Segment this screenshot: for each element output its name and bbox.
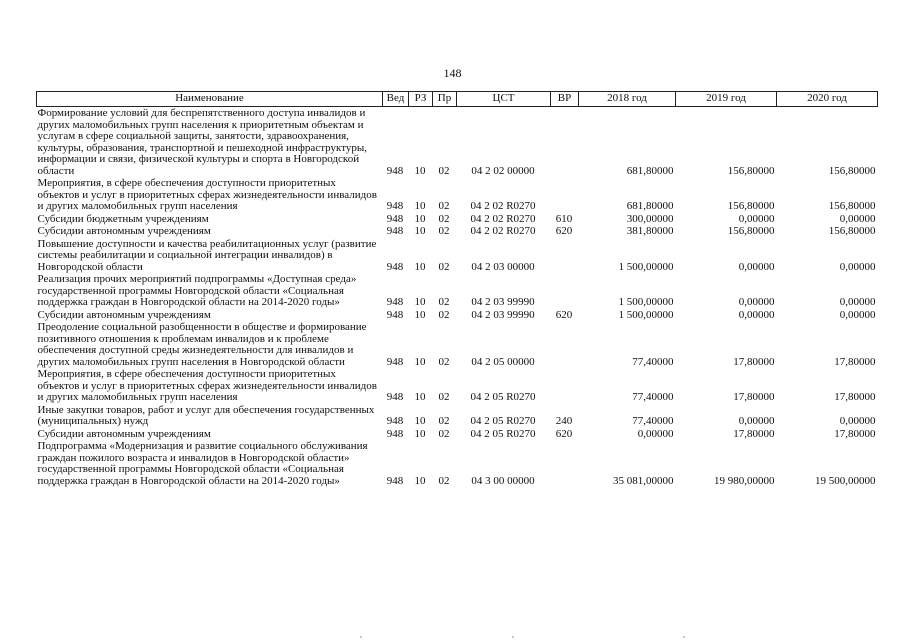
cell-vr xyxy=(551,177,579,213)
table-row xyxy=(37,321,878,368)
cell-pr: 02 xyxy=(438,355,450,368)
cell-rz: 10 xyxy=(414,355,426,368)
cell-2018: 381,80000 xyxy=(626,225,674,237)
cell-2020: 0,00000 xyxy=(839,260,876,273)
cell-2020: 17,80000 xyxy=(834,355,876,368)
cell-vr: 240 xyxy=(555,415,573,427)
cell-vr xyxy=(551,368,579,404)
cell-ved: 948 xyxy=(386,415,404,427)
cell-cst: 04 2 02 R0270 xyxy=(470,212,536,225)
cell-cst: 04 2 05 R0270 xyxy=(470,391,536,403)
cell-2018: 1 500,00000 xyxy=(618,296,674,308)
scan-speck xyxy=(512,636,514,638)
cell-2018: 300,00000 xyxy=(626,212,674,225)
cell-ved: 948 xyxy=(386,164,404,177)
cell-2020: 17,80000 xyxy=(834,391,876,403)
cell-pr: 02 xyxy=(438,391,450,403)
cell-vr: 610 xyxy=(555,212,573,225)
header-2019: 2019 год xyxy=(676,92,777,107)
cell-rz: 10 xyxy=(414,391,426,403)
header-cst: ЦСТ xyxy=(457,92,551,107)
cell-pr: 02 xyxy=(438,260,450,273)
cell-name: Субсидии автономным учреждениям xyxy=(37,308,211,321)
cell-2018: 35 081,00000 xyxy=(613,474,674,487)
budget-table xyxy=(36,91,878,487)
cell-ved: 948 xyxy=(386,391,404,403)
table-row xyxy=(37,404,878,428)
cell-ved: 948 xyxy=(386,355,404,368)
table-row xyxy=(37,273,878,309)
cell-cst: 04 3 00 00000 xyxy=(471,474,535,487)
cell-pr: 02 xyxy=(438,427,450,440)
scan-speck xyxy=(683,636,685,638)
cell-name: Мероприятия, в сфере обеспечения доступности приоритетных объектов и услуг в приоритетных сферах жизнедеятельности инвалидов и других маломобильных групп населения xyxy=(37,368,377,403)
cell-ved: 948 xyxy=(386,260,404,273)
header-pr: Пр xyxy=(433,92,457,107)
cell-2020: 156,80000 xyxy=(828,225,876,237)
cell-2018: 77,40000 xyxy=(632,355,674,368)
cell-vr xyxy=(551,238,579,274)
cell-ved: 948 xyxy=(386,225,404,237)
cell-2019: 156,80000 xyxy=(727,200,775,212)
cell-2020: 156,80000 xyxy=(828,200,876,212)
cell-2019: 0,00000 xyxy=(738,260,775,273)
cell-name: Реализация прочих мероприятий подпрограммы «Доступная среда» государственной программы Новгородской области «Социальная поддержка граждан в Новгородской области на 2014-2020 годы» xyxy=(37,273,357,308)
cell-name: Преодоление социальной разобщенности в обществе и формирование позитивного отношения к проблемам инвалидов и к проблеме обеспечения доступной среды жизнедеятельности для инвалидов и других маломобильных групп населения в Новгородской области xyxy=(37,321,367,368)
cell-name: Подпрограмма «Модернизация и развитие социального обслуживания граждан пожилого возраста и инвалидов в Новгородской области» государственной программы Новгородской области «Социальная поддержка граждан в Новгородской области на 2014-2020 годы» xyxy=(37,440,368,487)
cell-2019: 0,00000 xyxy=(738,296,775,308)
cell-cst: 04 2 03 99990 xyxy=(471,308,535,321)
cell-pr: 02 xyxy=(438,225,450,237)
header-ved: Вед xyxy=(383,92,409,107)
header-vr: ВР xyxy=(551,92,579,107)
cell-vr: 620 xyxy=(555,308,573,321)
cell-cst: 04 2 02 00000 xyxy=(471,164,535,177)
table-row xyxy=(37,238,878,274)
header-2018: 2018 год xyxy=(579,92,676,107)
table-header-row xyxy=(37,92,878,107)
cell-2018: 1 500,00000 xyxy=(618,308,674,321)
cell-2019: 0,00000 xyxy=(738,308,775,321)
cell-name: Повышение доступности и качества реабилитационных услуг (развитие системы реабилитации и социальной интеграции инвалидов) в Новгородской области xyxy=(37,237,377,273)
cell-2019: 17,80000 xyxy=(733,427,775,440)
header-2020: 2020 год xyxy=(777,92,878,107)
cell-rz: 10 xyxy=(414,164,426,177)
cell-cst: 04 2 03 00000 xyxy=(471,260,535,273)
cell-pr: 02 xyxy=(438,164,450,177)
table-row xyxy=(37,107,878,178)
cell-2019: 0,00000 xyxy=(738,212,775,225)
cell-2019: 156,80000 xyxy=(727,164,775,177)
cell-ved: 948 xyxy=(386,308,404,321)
cell-ved: 948 xyxy=(386,427,404,440)
cell-pr: 02 xyxy=(438,308,450,321)
cell-pr: 02 xyxy=(438,415,450,427)
cell-2018: 77,40000 xyxy=(632,391,674,403)
cell-ved: 948 xyxy=(386,212,404,225)
cell-2019: 17,80000 xyxy=(733,391,775,403)
cell-pr: 02 xyxy=(438,200,450,212)
cell-vr xyxy=(551,273,579,309)
cell-rz: 10 xyxy=(414,296,426,308)
cell-cst: 04 2 05 R0270 xyxy=(470,415,536,427)
cell-2020: 0,00000 xyxy=(839,308,876,321)
cell-2020: 0,00000 xyxy=(839,296,876,308)
cell-2019: 0,00000 xyxy=(738,415,775,427)
table-row xyxy=(37,440,878,487)
table-row xyxy=(37,368,878,404)
cell-pr: 02 xyxy=(438,296,450,308)
cell-2018: 681,80000 xyxy=(626,200,674,212)
cell-vr: 620 xyxy=(555,427,573,440)
cell-2019: 19 980,00000 xyxy=(714,474,775,487)
cell-cst: 04 2 02 R0270 xyxy=(470,225,536,237)
cell-2019: 17,80000 xyxy=(733,355,775,368)
cell-ved: 948 xyxy=(386,474,404,487)
cell-2018: 1 500,00000 xyxy=(618,260,674,273)
cell-2019: 156,80000 xyxy=(727,225,775,237)
cell-2020: 0,00000 xyxy=(839,415,876,427)
cell-vr: 620 xyxy=(555,225,573,237)
cell-pr: 02 xyxy=(438,474,450,487)
cell-2020: 156,80000 xyxy=(828,164,876,177)
cell-cst: 04 2 03 99990 xyxy=(471,296,535,308)
cell-name: Субсидии автономным учреждениям xyxy=(37,427,211,440)
cell-rz: 10 xyxy=(414,474,426,487)
cell-vr xyxy=(551,321,579,368)
cell-name: Иные закупки товаров, работ и услуг для обеспечения государственных (муниципальных) нужд xyxy=(37,403,375,427)
cell-rz: 10 xyxy=(414,225,426,237)
table-row xyxy=(37,177,878,213)
cell-cst: 04 2 02 R0270 xyxy=(470,200,536,212)
cell-rz: 10 xyxy=(414,427,426,440)
cell-2020: 19 500,00000 xyxy=(815,474,876,487)
cell-rz: 10 xyxy=(414,260,426,273)
table-row xyxy=(37,225,878,238)
cell-2020: 17,80000 xyxy=(834,427,876,440)
cell-rz: 10 xyxy=(414,415,426,427)
cell-rz: 10 xyxy=(414,200,426,212)
table-row xyxy=(37,428,878,441)
table-row xyxy=(37,309,878,322)
cell-vr xyxy=(551,107,579,178)
cell-2018: 0,00000 xyxy=(637,427,674,440)
cell-ved: 948 xyxy=(386,296,404,308)
cell-2018: 77,40000 xyxy=(632,415,674,427)
cell-cst: 04 2 05 R0270 xyxy=(470,427,536,440)
header-rz: РЗ xyxy=(409,92,433,107)
cell-name: Формирование условий для беспрепятственного доступа инвалидов и других маломобильных групп населения к приоритетным объектам и услугам в сфере социальной защиты, занятости, здравоохранения, культуры, образования, транспортной и пешеходной инфраструктуры, информации и связи, физической культуры и спорта в Новгородской области xyxy=(37,107,367,177)
cell-rz: 10 xyxy=(414,212,426,225)
scan-speck xyxy=(360,636,362,638)
cell-vr xyxy=(551,440,579,487)
cell-name: Мероприятия, в сфере обеспечения доступности приоритетных объектов и услуг в приоритетных сферах жизнедеятельности инвалидов и других маломобильных групп населения xyxy=(37,177,377,212)
cell-name: Субсидии бюджетным учреждениям xyxy=(37,212,209,225)
cell-2018: 681,80000 xyxy=(626,164,674,177)
page-number: 148 xyxy=(443,66,462,80)
cell-cst: 04 2 05 00000 xyxy=(471,355,535,368)
table-row xyxy=(37,213,878,226)
header-name: Наименование xyxy=(37,92,383,107)
cell-name: Субсидии автономным учреждениям xyxy=(37,225,211,237)
cell-ved: 948 xyxy=(386,200,404,212)
cell-pr: 02 xyxy=(438,212,450,225)
cell-2020: 0,00000 xyxy=(839,212,876,225)
cell-rz: 10 xyxy=(414,308,426,321)
